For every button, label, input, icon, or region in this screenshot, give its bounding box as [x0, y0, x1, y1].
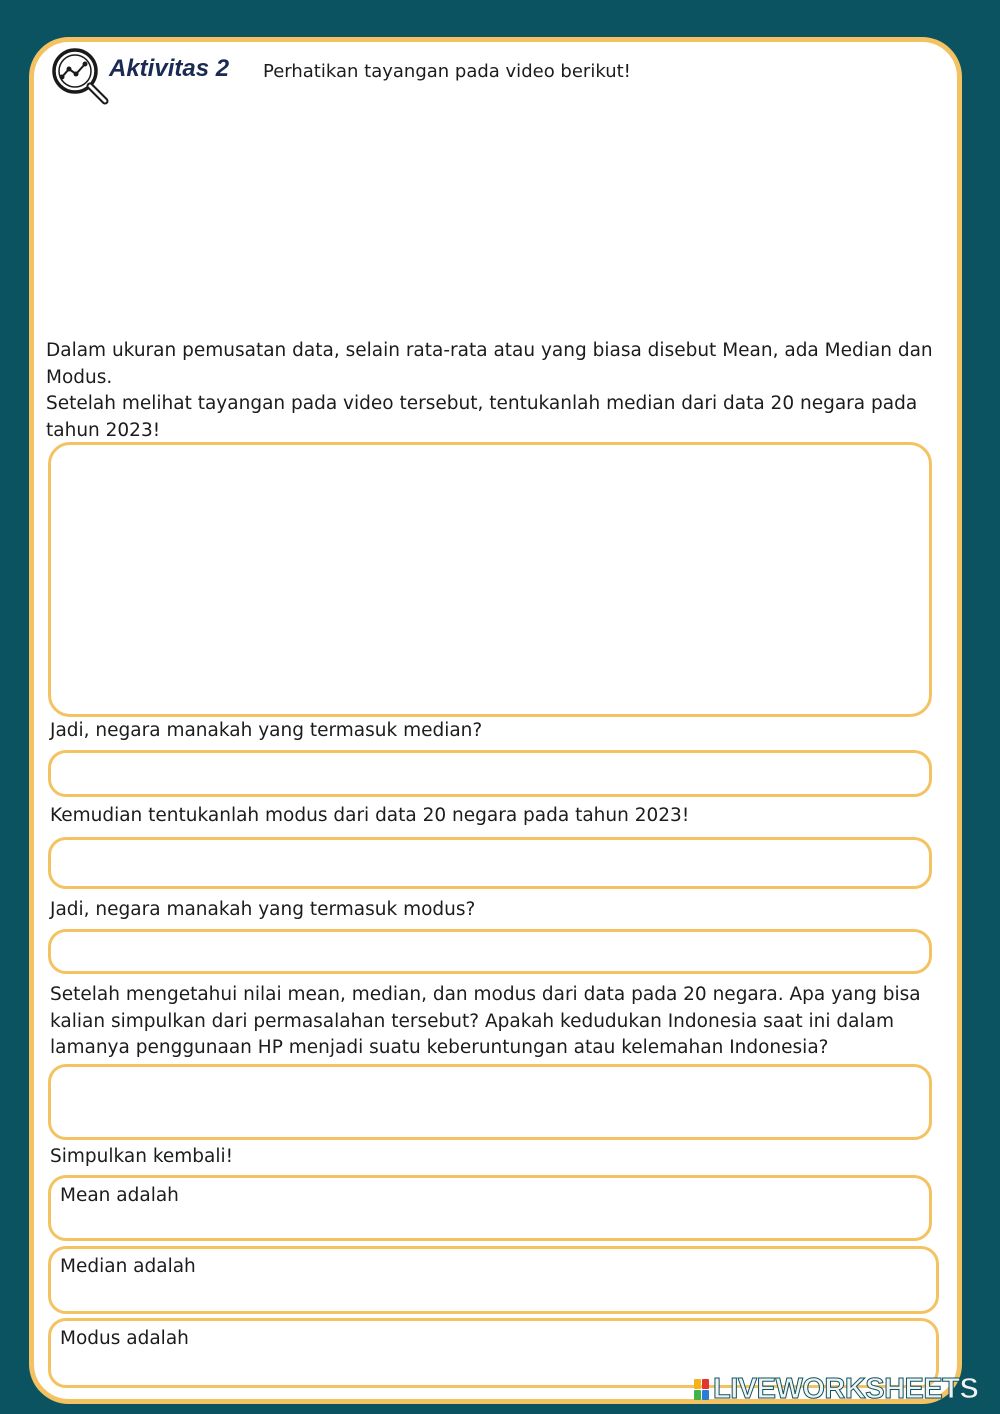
activity-title: Aktivitas 2 — [109, 55, 230, 82]
modus-label: Modus adalah — [60, 1328, 189, 1349]
median-country-input[interactable] — [48, 750, 932, 797]
median-summary-input[interactable] — [48, 1246, 939, 1314]
mean-label: Mean adalah — [60, 1185, 179, 1206]
modus-country-input[interactable] — [48, 929, 932, 974]
intro-text — [46, 338, 936, 444]
intro-paragraph-2: Setelah melihat tayangan pada video tersebut, tentukanlah median dari data 20 negara pada tahun 2023! — [46, 393, 918, 441]
video-instruction: Perhatikan tayangan pada video berikut! — [263, 61, 631, 82]
modus-answer-input[interactable] — [48, 837, 932, 889]
question-conclusion: Setelah mengetahui nilai mean, median, dan modus dari data pada 20 negara. Apa yang bisa kalian simpulkan dari permasalahan tersebut? Apakah kedudukan Indonesia saat ini dalam lamanya penggunaan HP menjadi suatu keberuntungan atau kelemahan Indonesia? — [50, 984, 921, 1058]
question-modus-task: Kemudian tentukanlah modus dari data 20 negara pada tahun 2023! — [50, 805, 690, 826]
intro-paragraph-1: Dalam ukuran pemusatan data, selain rata-rata atau yang biasa disebut Mean, ada Median dan Modus. — [46, 340, 933, 388]
magnifier-chart-icon — [50, 46, 112, 108]
liveworksheets-watermark — [694, 1373, 978, 1406]
median-answer-box[interactable] — [48, 442, 932, 717]
summarize-heading: Simpulkan kembali! — [50, 1146, 234, 1167]
median-label: Median adalah — [60, 1256, 196, 1277]
mean-summary-input[interactable] — [48, 1175, 932, 1241]
question-modus-country: Jadi, negara manakah yang termasuk modus? — [50, 899, 476, 920]
question-median-country: Jadi, negara manakah yang termasuk median? — [50, 720, 483, 741]
liveworksheets-logo-icon — [694, 1379, 709, 1400]
watermark-text: LIVEWORKSHEETS — [713, 1373, 979, 1405]
video-embed-area[interactable] — [46, 110, 946, 330]
conclusion-input[interactable] — [48, 1064, 932, 1140]
